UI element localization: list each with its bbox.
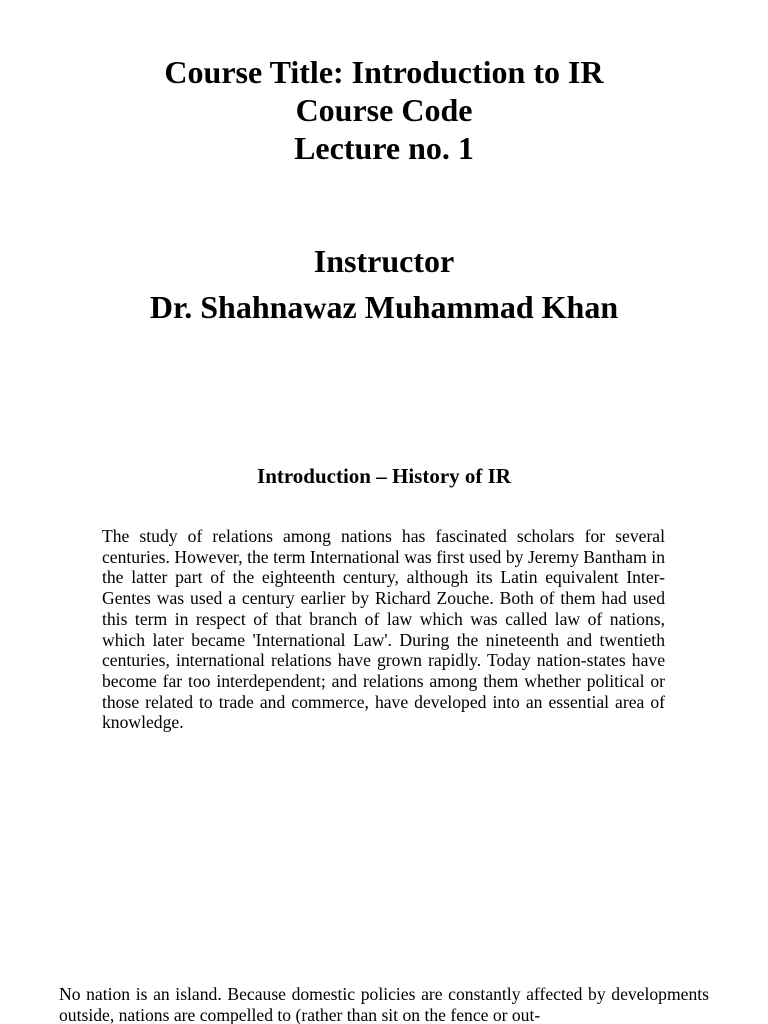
course-code: Course Code bbox=[295, 92, 473, 128]
section-heading: Introduction – History of IR bbox=[257, 464, 511, 488]
intro-paragraph: The study of relations among nations has fascinated scholars for several centuries. However, the term International was first used by Jeremy Bantham in the latter part of the eighteenth century, although its Latin equivalent Inter-Gentes was used a century earlier by Richard Zouche. Both of them had used this term in respect of that branch of law which was called law of nations, which later became 'International Law'. During the nineteenth and twentieth centuries, international relations have grown rapidly. Today nation-states have become far too interdependent; and relations among them whether political or those related to trade and commerce, have developed into an essential area of knowledge. bbox=[102, 526, 665, 733]
instructor-name: Dr. Shahnawaz Muhammad Khan bbox=[149, 289, 619, 325]
course-header bbox=[0, 53, 768, 167]
instructor-block bbox=[0, 238, 768, 330]
instructor-label: Instructor bbox=[313, 243, 455, 279]
body-paragraph: No nation is an island. Because domestic policies are constantly affected by developments outside, nations are compelled to (rather than sit on the fence or out- bbox=[59, 984, 709, 1024]
lecture-number: Lecture no. 1 bbox=[294, 130, 474, 166]
course-title: Course Title: Introduction to IR bbox=[164, 54, 604, 90]
